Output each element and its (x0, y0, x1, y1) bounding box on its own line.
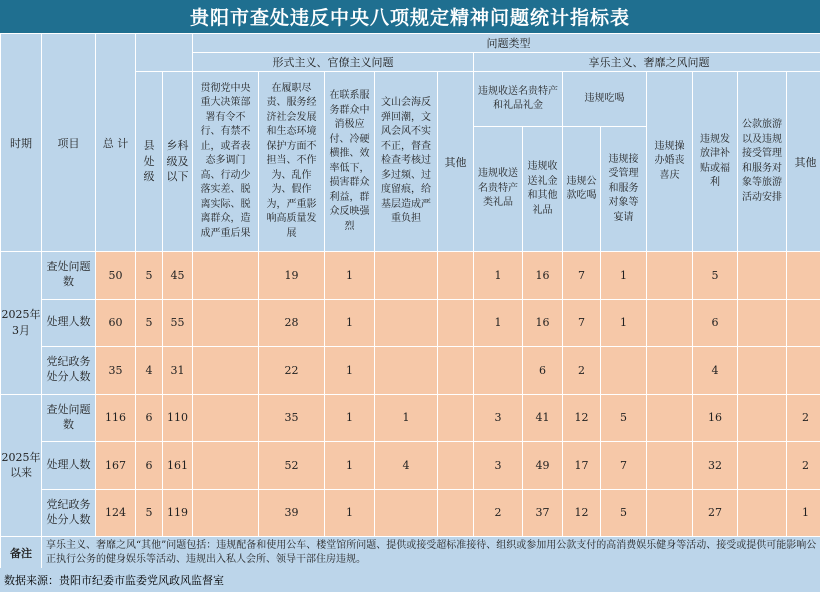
header-h5: 违规操办婚丧喜庆 (647, 72, 693, 252)
cell-township: 45 (163, 252, 193, 300)
cell-total: 50 (96, 252, 136, 300)
cell-h7 (738, 252, 787, 300)
cell-total: 35 (96, 347, 136, 395)
cell-h7 (738, 394, 787, 442)
cell-h6: 6 (693, 299, 738, 347)
cell-h3: 17 (563, 442, 601, 490)
cell-h4: 5 (601, 489, 647, 537)
table-row (1, 489, 820, 537)
cell-h5 (647, 489, 693, 537)
header-total: 总 计 (96, 34, 136, 252)
cell-township: 110 (163, 394, 193, 442)
cell-h-other (787, 299, 820, 347)
header-f-other: 其他 (438, 72, 474, 252)
cell-f3: 1 (325, 347, 375, 395)
cell-total: 60 (96, 299, 136, 347)
row-label: 处理人数 (42, 299, 96, 347)
cell-h4: 1 (601, 252, 647, 300)
cell-h2: 16 (523, 299, 563, 347)
cell-county: 5 (136, 252, 163, 300)
header-h6: 违规发放津补贴或福利 (693, 72, 738, 252)
cell-h4: 1 (601, 299, 647, 347)
cell-h6: 5 (693, 252, 738, 300)
cell-h3: 12 (563, 489, 601, 537)
cell-h-other: 2 (787, 394, 820, 442)
cell-f3: 1 (325, 442, 375, 490)
cell-f-other (438, 252, 474, 300)
cell-f2: 35 (259, 394, 325, 442)
cell-h5 (647, 299, 693, 347)
cell-h6: 4 (693, 347, 738, 395)
cell-f4: 4 (375, 442, 438, 490)
cell-h6: 27 (693, 489, 738, 537)
cell-total: 116 (96, 394, 136, 442)
cell-county: 4 (136, 347, 163, 395)
cell-h1: 2 (474, 489, 523, 537)
header-blank (136, 34, 193, 72)
row-label: 查处问题数 (42, 252, 96, 300)
cell-h1: 3 (474, 442, 523, 490)
cell-f3: 1 (325, 394, 375, 442)
cell-h1: 1 (474, 252, 523, 300)
cell-h-other (787, 252, 820, 300)
cell-f-other (438, 442, 474, 490)
cell-f2: 52 (259, 442, 325, 490)
cell-h5 (647, 252, 693, 300)
cell-h2: 6 (523, 347, 563, 395)
table-row (1, 252, 820, 300)
row-label: 党纪政务处分人数 (42, 347, 96, 395)
cell-township: 161 (163, 442, 193, 490)
cell-h-other (787, 347, 820, 395)
cell-f2: 19 (259, 252, 325, 300)
header-period: 时期 (1, 34, 42, 252)
cell-h2: 37 (523, 489, 563, 537)
cell-county: 5 (136, 299, 163, 347)
cell-f4 (375, 489, 438, 537)
cell-f3: 1 (325, 489, 375, 537)
cell-h3: 7 (563, 299, 601, 347)
table-row (1, 347, 820, 395)
cell-h-other: 2 (787, 442, 820, 490)
table-title: 贵阳市查处违反中央八项规定精神问题统计指标表 (0, 0, 820, 33)
cell-f1 (193, 299, 259, 347)
note-label: 备注 (1, 537, 42, 569)
cell-f1 (193, 347, 259, 395)
cell-township: 119 (163, 489, 193, 537)
cell-f2: 39 (259, 489, 325, 537)
cell-h4: 7 (601, 442, 647, 490)
cell-f-other (438, 489, 474, 537)
header-h7: 公款旅游以及违规接受管理和服务对象等旅游活动安排 (738, 72, 787, 252)
cell-f3: 1 (325, 252, 375, 300)
cell-township: 55 (163, 299, 193, 347)
cell-h2: 16 (523, 252, 563, 300)
data-source: 数据来源：贵阳市纪委市监委党风政风监督室 (0, 568, 820, 592)
cell-f-other (438, 299, 474, 347)
cell-f1 (193, 252, 259, 300)
cell-county: 5 (136, 489, 163, 537)
cell-f2: 22 (259, 347, 325, 395)
cell-f2: 28 (259, 299, 325, 347)
row-label: 处理人数 (42, 442, 96, 490)
cell-f4 (375, 299, 438, 347)
header-f1: 贯彻党中央重大决策部署有令不行、有禁不止，或者表态多调门高、行动少落实差、脱离实际、脱离群众，造成严重后果 (193, 72, 259, 252)
cell-f4: 1 (375, 394, 438, 442)
cell-township: 31 (163, 347, 193, 395)
cell-h3: 2 (563, 347, 601, 395)
cell-h7 (738, 442, 787, 490)
cell-h2: 49 (523, 442, 563, 490)
row-label: 查处问题数 (42, 394, 96, 442)
table-row (1, 299, 820, 347)
cell-f3: 1 (325, 299, 375, 347)
header-formalism: 形式主义、官僚主义问题 (193, 53, 474, 72)
cell-h5 (647, 347, 693, 395)
cell-h5 (647, 394, 693, 442)
cell-total: 124 (96, 489, 136, 537)
header-problem-type: 问题类型 (193, 34, 820, 53)
cell-h7 (738, 489, 787, 537)
header-h2: 违规收送礼金和其他礼品 (523, 127, 563, 252)
header-h4: 违规接受管理和服务对象等宴请 (601, 127, 647, 252)
cell-h1 (474, 347, 523, 395)
cell-f4 (375, 252, 438, 300)
table-row (1, 442, 820, 490)
period-label: 2025年以来 (1, 394, 42, 537)
header-h1: 违规收送名贵特产类礼品 (474, 127, 523, 252)
cell-county: 6 (136, 394, 163, 442)
cell-f-other (438, 394, 474, 442)
cell-f4 (375, 347, 438, 395)
cell-h-other: 1 (787, 489, 820, 537)
cell-h5 (647, 442, 693, 490)
cell-h1: 1 (474, 299, 523, 347)
header-h-other: 其他 (787, 72, 820, 252)
statistics-table (0, 33, 820, 569)
cell-h2: 41 (523, 394, 563, 442)
note-text: 享乐主义、奢靡之风“其他”问题包括：违规配备和使用公车、楼堂馆所问题、提供或接受超标准接待、组织或参加用公款支付的高消费娱乐健身等活动、接受或提供可能影响公正执行公务的健身娱乐等活动、违规出入私人会所、领导干部住房违规。 (42, 537, 820, 569)
cell-h1: 3 (474, 394, 523, 442)
cell-f1 (193, 489, 259, 537)
cell-h6: 32 (693, 442, 738, 490)
cell-h3: 12 (563, 394, 601, 442)
header-f2: 在履职尽责、服务经济社会发展和生态环境保护方面不担当、不作为、乱作为、假作为，严重影响高质量发展 (259, 72, 325, 252)
header-county: 县处级 (136, 72, 163, 252)
header-dining-group: 违规吃喝 (563, 72, 647, 127)
cell-county: 6 (136, 442, 163, 490)
cell-h7 (738, 347, 787, 395)
header-h3: 违规公款吃喝 (563, 127, 601, 252)
cell-h4: 5 (601, 394, 647, 442)
period-label: 2025年3月 (1, 252, 42, 395)
cell-h3: 7 (563, 252, 601, 300)
header-hedonism: 享乐主义、奢靡之风问题 (474, 53, 820, 72)
cell-h4 (601, 347, 647, 395)
header-gift-group: 违规收送名贵特产和礼品礼金 (474, 72, 563, 127)
header-item: 项目 (42, 34, 96, 252)
table-row (1, 394, 820, 442)
cell-h6: 16 (693, 394, 738, 442)
cell-h7 (738, 299, 787, 347)
cell-total: 167 (96, 442, 136, 490)
cell-f-other (438, 347, 474, 395)
cell-f1 (193, 442, 259, 490)
cell-f1 (193, 394, 259, 442)
header-township: 乡科级及以下 (163, 72, 193, 252)
row-label: 党纪政务处分人数 (42, 489, 96, 537)
header-f3: 在联系服务群众中消极应付、冷硬横推、效率低下，损害群众利益，群众反映强烈 (325, 72, 375, 252)
header-f4: 文山会海反弹回潮，文风会风不实不正，督查检查考核过多过频、过度留痕，给基层造成严重负担 (375, 72, 438, 252)
